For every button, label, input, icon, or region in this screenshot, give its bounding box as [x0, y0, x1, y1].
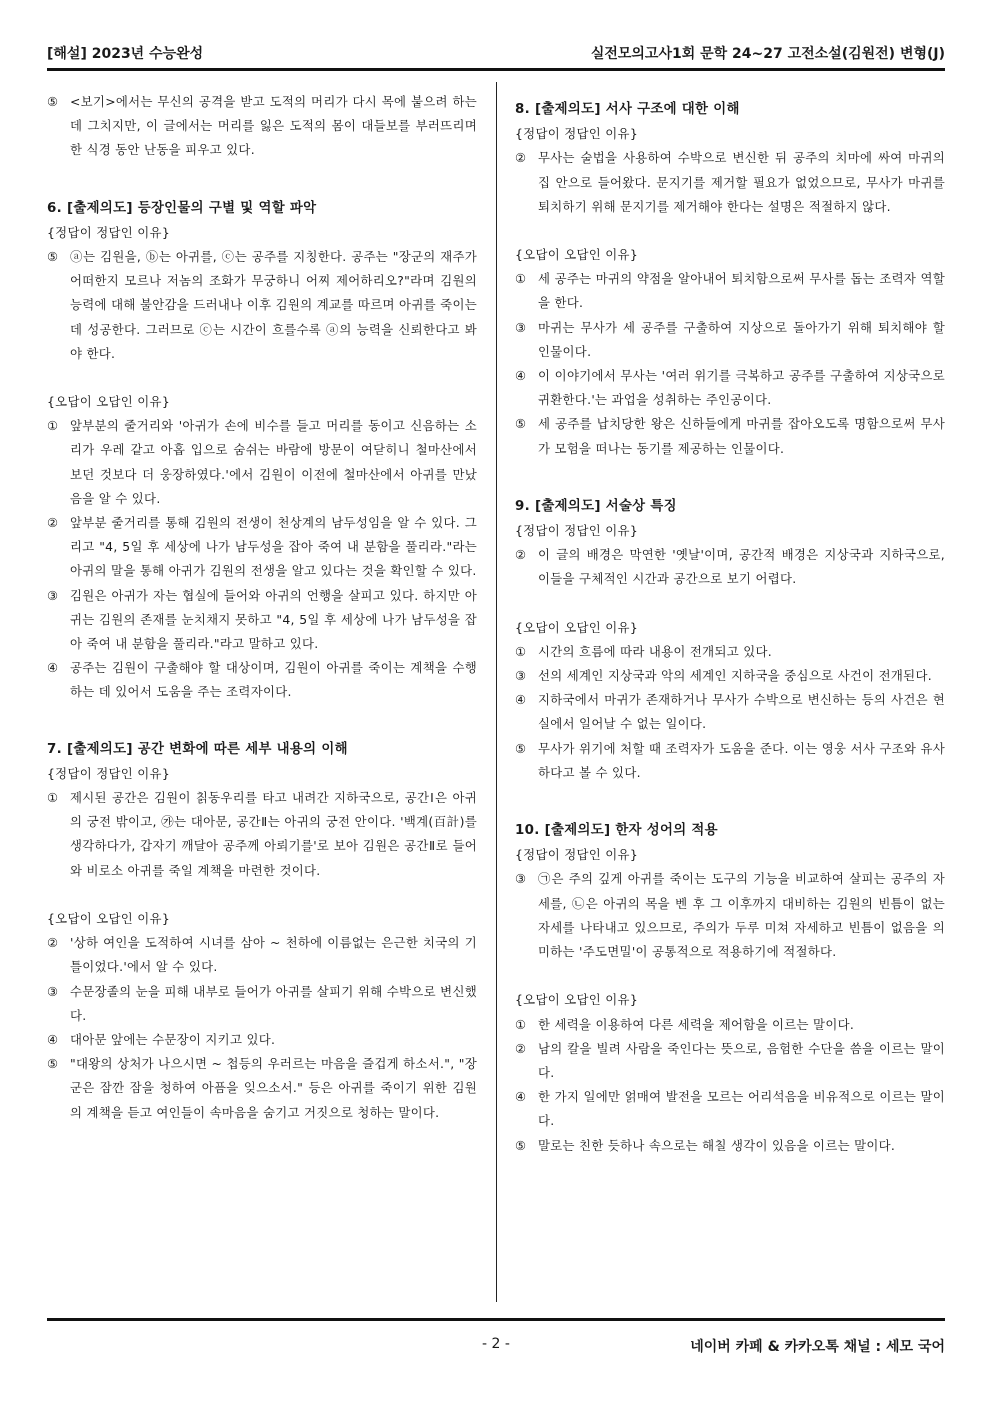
footer-rule	[47, 1318, 945, 1321]
item-text: 앞부분 줄거리를 통해 김원의 전생이 천상계의 남두성임을 알 수 있다. 그리고 "4, 5일 후 세상에 나가 남두성을 잡아 죽여 내 분함을 풀리라."라는 아귀의 말을 통해 아귀가 김원의 전생을 알고 있다는 것을 확인할 수 있다.	[70, 515, 477, 579]
item-text: "대왕의 상처가 나으시면 ~ 첩등의 우러르는 마음을 즐겁게 하소서.", "장군은 잠깐 잠을 청하여 아픔을 잊으소서." 등은 아귀를 죽이기 위한 김원의 계책을 듣고 여인들이 속마음을 숨기고 거짓으로 청하는 말이다.	[70, 1056, 477, 1120]
answer-item	[47, 786, 477, 883]
item-marker: ③	[47, 587, 59, 603]
item-text: 말로는 친한 듯하나 속으로는 해칠 생각이 있음을 이르는 말이다.	[538, 1137, 896, 1153]
answer-item	[515, 1013, 945, 1037]
q9-wrong-label: {오답이 오답인 이유}	[515, 619, 638, 635]
answer-item	[47, 656, 477, 704]
q6-wrong-list	[47, 414, 477, 704]
item-marker: ③	[515, 668, 527, 684]
item-marker: ②	[47, 515, 59, 531]
answer-item	[515, 1134, 945, 1158]
item-marker: ①	[515, 271, 527, 287]
item-marker: ⑤	[47, 249, 59, 265]
item-marker: ③	[515, 871, 527, 887]
q10-correct-list	[515, 867, 945, 964]
item-text: 선의 세계인 지상국과 악의 세계인 지하국을 중심으로 사건이 전개된다.	[538, 668, 932, 684]
item-marker: ⑤	[47, 1056, 59, 1072]
item-text: 한 가지 일에만 얽매여 발전을 모르는 어리석음을 비유적으로 이르는 말이다.	[538, 1089, 945, 1129]
item-text: '상하 여인을 도적하여 시녀를 삼아 ~ 천하에 이름없는 은근한 치국의 기틀이었다.'에서 알 수 있다.	[70, 935, 477, 975]
item-text: 제시된 공간은 김원이 칡동우리를 타고 내려간 지하국으로, 공간Ⅰ은 아귀의 궁전 밖이고, ㉮는 대아문, 공간Ⅱ는 아귀의 궁전 안이다. '백계(百計)를 생각하다가, 갑자기 깨달아 공주께 아뢰기를'로 보아 김원은 공간Ⅱ로 들어와 비로소 아귀를 죽일 계책을 마련한 것이다.	[70, 790, 477, 878]
item-marker: ④	[47, 660, 59, 676]
header-left-title: [해설] 2023년 수능완성	[47, 46, 204, 62]
item-marker: ③	[515, 319, 527, 335]
q7-correct-label: {정답이 정답인 이유}	[47, 765, 170, 781]
item-marker: ⑤	[515, 416, 527, 432]
item-marker: ②	[515, 1040, 527, 1056]
item-text: 이 이야기에서 무사는 '여러 위기를 극복하고 공주를 구출하여 지상국으로 귀환한다.'는 과업을 성취하는 주인공이다.	[538, 368, 945, 408]
item-marker: ①	[47, 790, 59, 806]
answer-item	[47, 1052, 477, 1125]
q9-correct-list	[515, 543, 945, 591]
item-text: <보기>에서는 무신의 공격을 받고 도적의 머리가 다시 목에 붙으려 하는 데 그치지만, 이 글에서는 머리를 잃은 도적의 몸이 대들보를 부러뜨리며 한 식경 동안 난동을 피우고 있다.	[70, 94, 477, 158]
answer-item	[515, 1085, 945, 1133]
item-marker: ②	[47, 935, 59, 951]
item-text: 김원은 아귀가 자는 협실에 들어와 아귀의 언행을 살피고 있다. 하지만 아귀는 김원의 존재를 눈치채지 못하고 "4, 5일 후 세상에 나가 남두성을 잡아 죽여 내 분함을 풀리라."라고 말하고 있다.	[70, 587, 477, 652]
q10-title: 10. [출제의도] 한자 성어의 적용	[515, 823, 718, 839]
answer-item	[515, 412, 945, 460]
q9-wrong-list	[515, 640, 945, 785]
item-text: ㉠은 주의 깊게 아귀를 죽이는 도구의 기능을 비교하여 살피는 공주의 자세를, ㉡은 아귀의 목을 벤 후 그 이후까지 대비하는 김원의 빈틈이 없는 자세를 나타내고 있으므로, 주의가 두루 미쳐 자세하고 빈틈이 없음을 의미하는 '주도면밀'이 공통적으로 적용하기에 적절하다.	[538, 871, 945, 960]
q8-wrong-label: {오답이 오답인 이유}	[515, 247, 638, 263]
item-marker: ②	[515, 547, 527, 563]
item-text: 앞부분의 줄거리와 '아귀가 손에 비수를 들고 머리를 동이고 신음하는 소리가 우레 같고 아홉 입으로 숨쉬는 바람에 방문이 여닫히니 철마산에서 보던 것보다 더 웅장하였다.'에서 김원이 이전에 철마산에서 아귀를 만났음을 알 수 있다.	[70, 418, 477, 506]
left-column	[47, 90, 477, 1125]
header-right-title: 실전모의고사1회 문학 24~27 고전소설(김원전) 변형(J)	[590, 46, 945, 62]
item-text: 무사는 술법을 사용하여 수박으로 변신한 뒤 공주의 치마에 싸여 마귀의 집 안으로 들어왔다. 문지기를 제거할 필요가 없었으므로, 무사가 마귀를 퇴치하기 위해 문지기를 제거해야 한다는 설명은 적절하지 않다.	[538, 150, 945, 214]
page-header	[47, 41, 945, 63]
q6-wrong-label: {오답이 오답인 이유}	[47, 394, 170, 410]
answer-item	[47, 245, 477, 366]
item-text: 세 공주를 납치당한 왕은 신하들에게 마귀를 잡아오도록 명함으로써 무사가 모험을 떠나는 동기를 제공하는 인물이다.	[538, 416, 945, 456]
answer-item	[47, 511, 477, 584]
q8-title: 8. [출제의도] 서사 구조에 대한 이해	[515, 102, 740, 117]
answer-item	[515, 737, 945, 785]
q7-correct-list	[47, 786, 477, 883]
q9-correct-label: {정답이 정답인 이유}	[515, 523, 638, 539]
q9-title: 9. [출제의도] 서술상 특징	[515, 498, 677, 514]
answer-item	[515, 867, 945, 964]
q6-correct-label: {정답이 정답인 이유}	[47, 224, 170, 240]
q8-wrong-list	[515, 267, 945, 461]
item-text: 공주는 김원이 구출해야 할 대상이며, 김원이 아귀를 죽이는 계책을 수행하는 데 있어서 도움을 주는 조력자이다.	[70, 660, 477, 700]
right-column	[515, 90, 945, 1158]
item-text: 이 글의 배경은 막연한 '옛날'이며, 공간적 배경은 지상국과 지하국으로, 이들을 구체적인 시간과 공간으로 보기 어렵다.	[538, 547, 945, 587]
answer-item	[47, 584, 477, 657]
answer-item	[515, 316, 945, 364]
item-marker: ⑤	[515, 740, 527, 756]
answer-item	[47, 980, 477, 1028]
item-marker: ⑤	[47, 94, 59, 109]
item-marker: ①	[515, 1016, 527, 1032]
q7-wrong-list	[47, 931, 477, 1125]
item-text: 지하국에서 마귀가 존재하거나 무사가 수박으로 변신하는 등의 사건은 현실에서 일어날 수 없는 일이다.	[538, 692, 945, 732]
q7-title: 7. [출제의도] 공간 변화에 따른 세부 내용의 이해	[47, 741, 348, 757]
intro-item	[47, 90, 477, 163]
item-marker: ④	[515, 1089, 527, 1105]
item-marker: ④	[515, 692, 527, 708]
item-text: 한 세력을 이용하여 다른 세력을 제어함을 이르는 말이다.	[538, 1016, 855, 1032]
item-marker: ②	[515, 150, 527, 166]
item-marker: ④	[47, 1031, 59, 1047]
q10-wrong-list	[515, 1013, 945, 1158]
item-text: 대아문 앞에는 수문장이 지키고 있다.	[70, 1031, 276, 1047]
header-rule	[47, 68, 945, 71]
q8-correct-list	[515, 146, 945, 219]
item-text: 수문장졸의 눈을 피해 내부로 들어가 아귀를 살피기 위해 수박으로 변신했다.	[70, 983, 477, 1023]
item-marker: ①	[47, 418, 59, 434]
item-text: 남의 칼을 빌려 사람을 죽인다는 뜻으로, 음험한 수단을 씀을 이르는 말이다.	[538, 1040, 945, 1080]
footer-channel: 네이버 카페 & 카카오톡 채널 : 세모 국어	[690, 1339, 945, 1355]
answer-item	[515, 688, 945, 736]
q7-wrong-label: {오답이 오답인 이유}	[47, 910, 170, 926]
q8-correct-label: {정답이 정답인 이유}	[515, 126, 638, 142]
item-text: 시간의 흐름에 따라 내용이 전개되고 있다.	[538, 643, 773, 659]
column-divider	[496, 82, 497, 1302]
answer-item	[515, 664, 945, 688]
answer-item	[515, 1037, 945, 1085]
item-text: 마귀는 무사가 세 공주를 구출하여 지상으로 돌아가기 위해 퇴치해야 할 인물이다.	[538, 319, 945, 359]
item-marker: ④	[515, 368, 527, 384]
item-text: ⓐ는 김원을, ⓑ는 아귀를, ⓒ는 공주를 지칭한다. 공주는 "장군의 재주가 어떠한지 모르나 저놈의 조화가 무궁하니 어찌 제어하리오?"라며 김원의 능력에 대해 불안감을 드러내나 이후 김원의 계교를 따르며 아귀를 죽이는 데 성공한다. 그러므로 ⓒ는 시간이 흐를수록 ⓐ의 능력을 신뢰한다고 봐야 한다.	[70, 249, 477, 361]
page-number: - 2 -	[482, 1336, 510, 1352]
answer-item	[515, 640, 945, 664]
item-text: 무사가 위기에 처할 때 조력자가 도움을 준다. 이는 영웅 서사 구조와 유사하다고 볼 수 있다.	[538, 740, 945, 780]
answer-item	[47, 414, 477, 511]
q6-correct-list	[47, 245, 477, 366]
answer-item	[515, 267, 945, 315]
item-marker: ⑤	[515, 1137, 527, 1153]
answer-item	[515, 146, 945, 219]
q10-wrong-label: {오답이 오답인 이유}	[515, 992, 638, 1008]
q6-title: 6. [출제의도] 등장인물의 구별 및 역할 파악	[47, 200, 317, 216]
item-marker: ①	[515, 643, 527, 659]
item-marker: ③	[47, 983, 59, 999]
answer-item	[515, 543, 945, 591]
q10-correct-label: {정답이 정답인 이유}	[515, 847, 638, 863]
answer-item	[47, 1028, 477, 1052]
item-text: 세 공주는 마귀의 약점을 알아내어 퇴치함으로써 무사를 돕는 조력자 역할을 한다.	[538, 271, 945, 311]
answer-item	[515, 364, 945, 412]
answer-item	[47, 931, 477, 979]
